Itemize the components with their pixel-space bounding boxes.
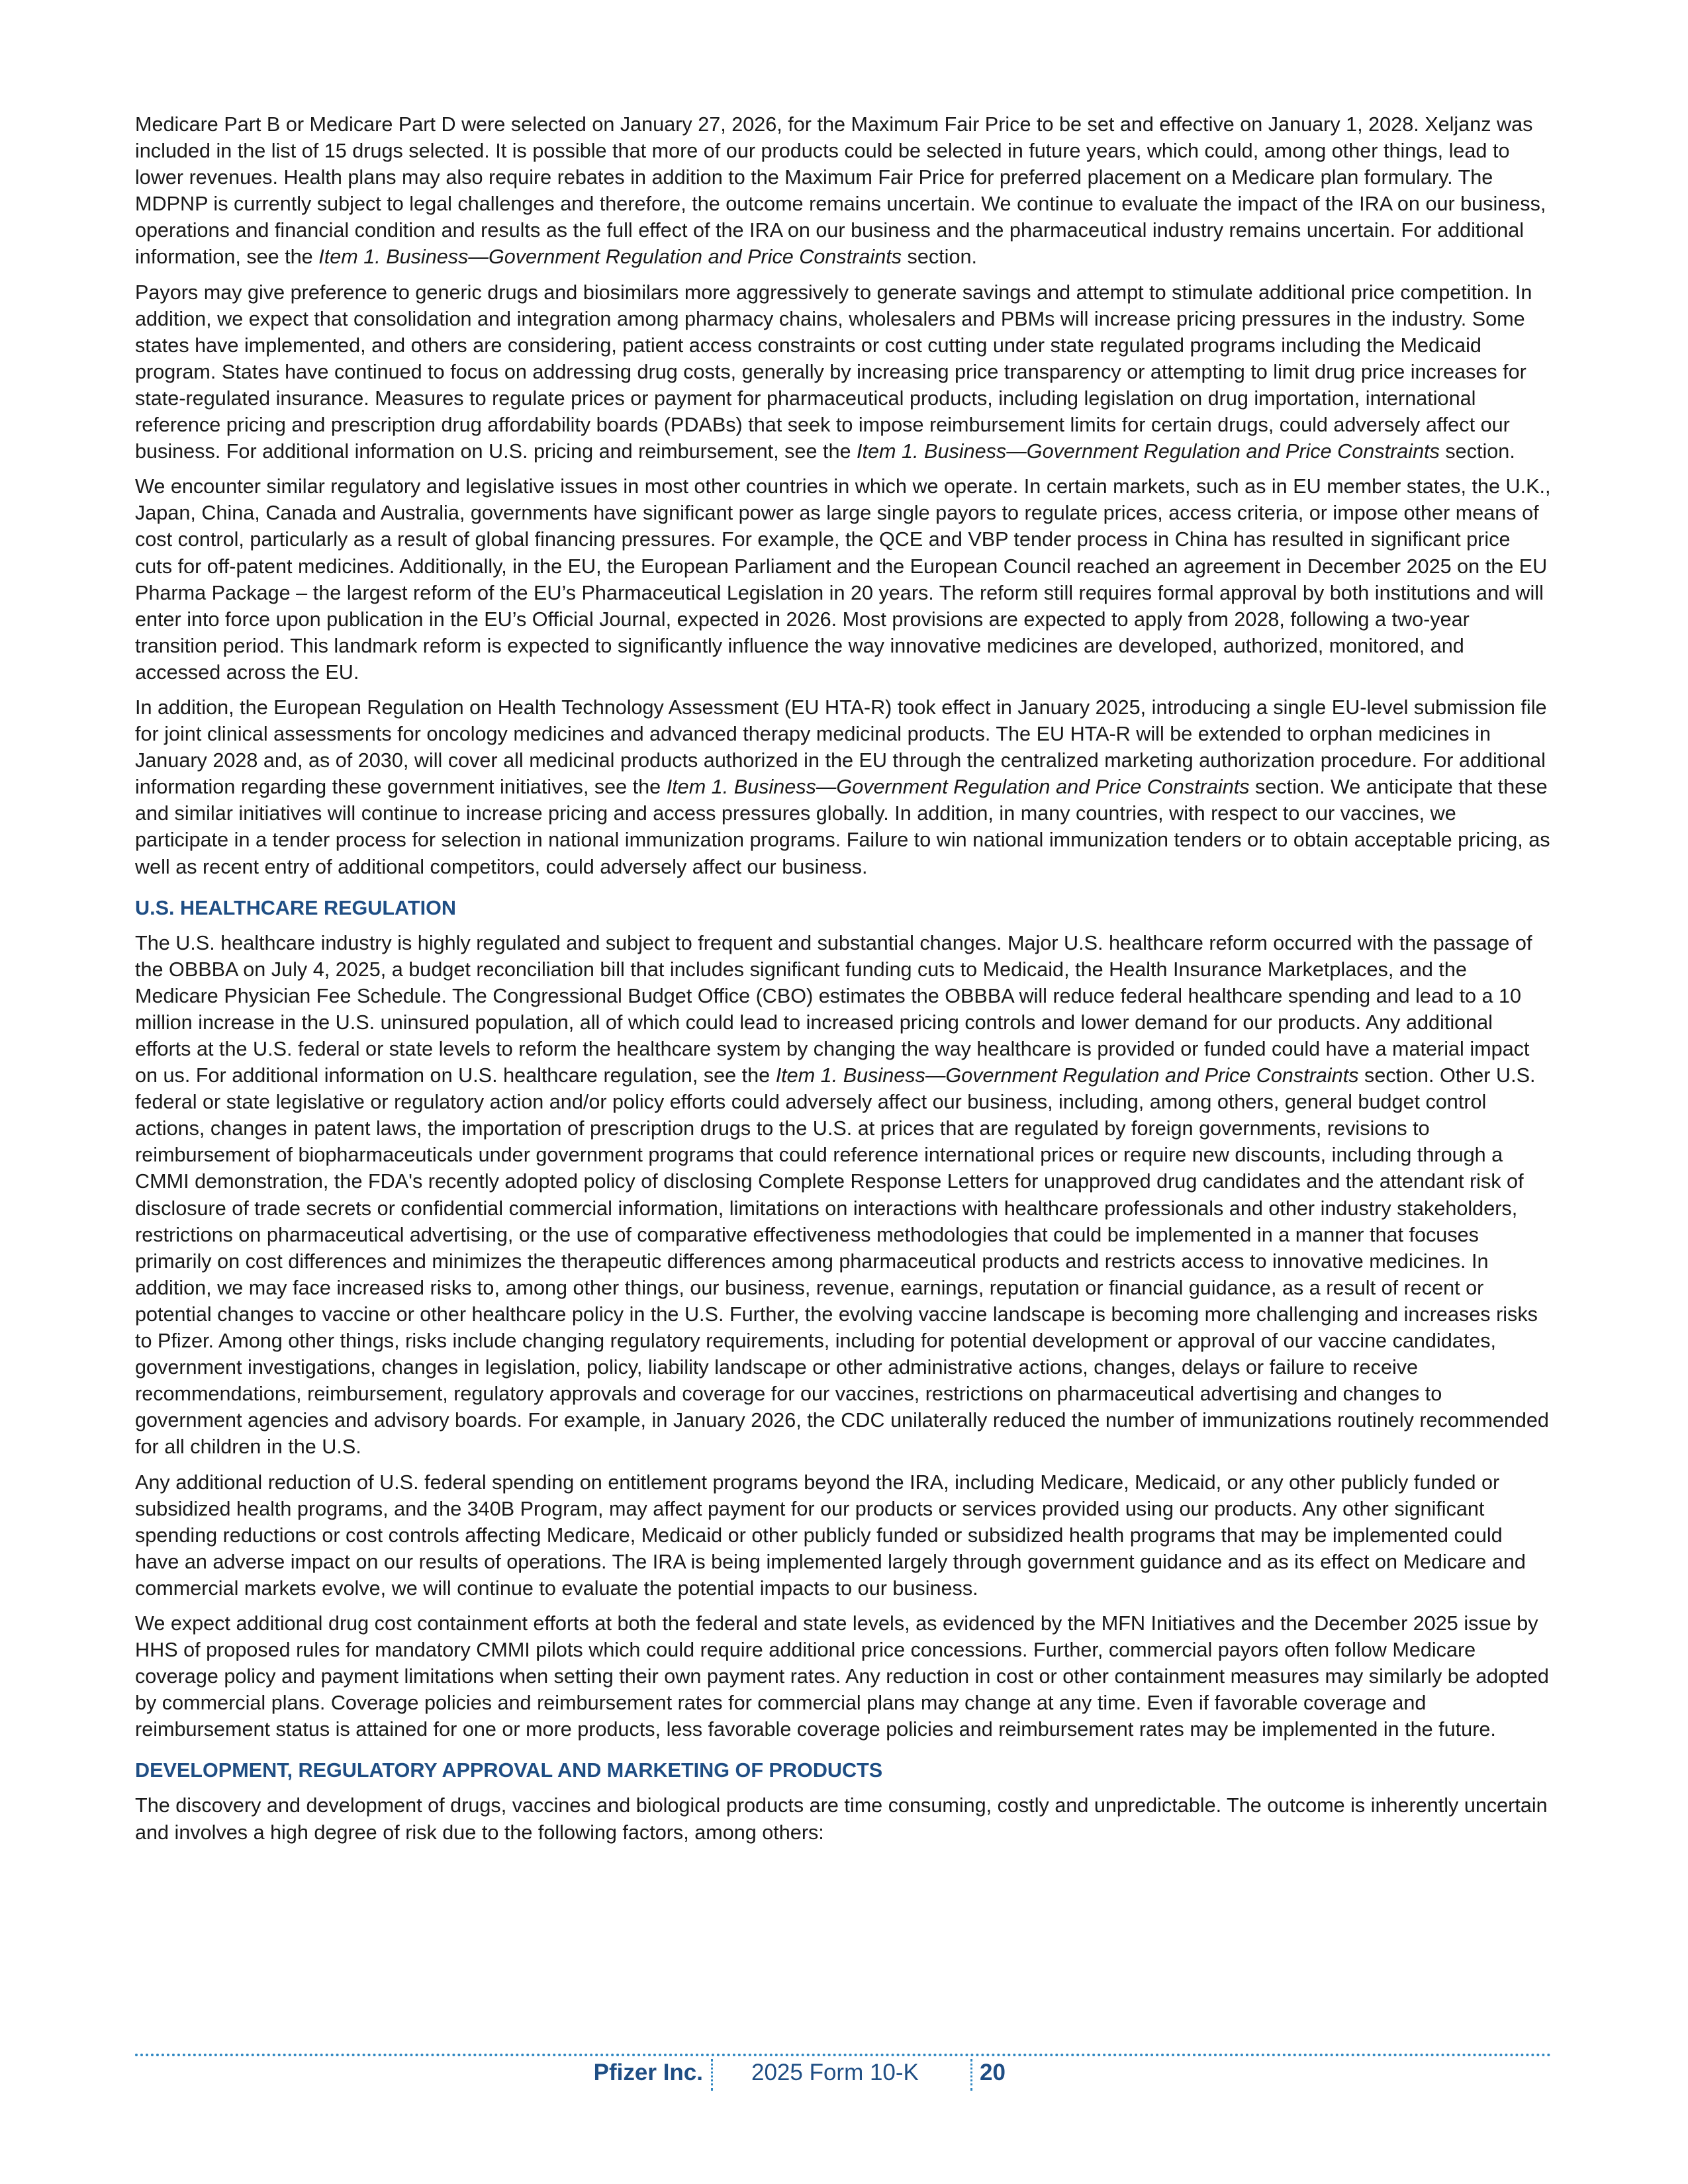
footer-separator (970, 2059, 972, 2091)
paragraph-text: Payors may give preference to generic drugs and biosimilars more aggressively to generate savings and attempt to stimulate additional price competition. In addition, we expect that consolidation and integration among pharmacy chains, wholesalers and PBMs will increase pricing pressures in the industry. Some states have implemented, and others are considering, patient access constraints or cost cutting under state regulated programs including the Medicaid program. States have continued to focus on addressing drug costs, generally by increasing price transparency or attempting to limit drug price increases for state-regulated insurance. Measures to regulate prices or payment for pharmaceutical products, including legislation on drug importation, international reference pricing and prescription drug affordability boards (PDABs) that seek to impose reimbursement limits for certain drugs, could adversely affect our business. For additional information on U.S. pricing and reimbursement, see the (135, 281, 1532, 463)
footer-form-label: 2025 Form 10-K (751, 2060, 919, 2085)
cross-reference: Item 1. Business—Government Regulation and Price Constraints (775, 1064, 1359, 1087)
paragraph-text: The U.S. healthcare industry is highly regulated and subject to frequent and substantial changes. Major U.S. healthcare reform occurred with the passage of the OBBBA on July 4, 2025, a budget reconciliation bill that includes significant funding cuts to Medicaid, the Health Insurance Marketplaces, and the Medicare Physician Fee Schedule. The Congressional Budget Office (CBO) estimates the OBBBA will reduce federal healthcare spending and lead to a 10 million increase in the U.S. uninsured population, all of which could lead to increased pricing controls and lower demand for our products. Any additional efforts at the U.S. federal or state levels to reform the healthcare system by changing the way healthcare is provided or funded could have a material impact on us. For additional information on U.S. healthcare regulation, see the (135, 931, 1532, 1087)
paragraph-us-healthcare (135, 930, 1552, 1461)
paragraph-text: In addition, the European Regulation on Health Technology Assessment (EU HTA-R) took effect in January 2025, introducing a single EU-level submission file for joint clinical assessments for oncology medicines and advanced therapy medicinal products. The EU HTA-R will be extended to orphan medicines in January 2028 and, as of 2030, will cover all medicinal products authorized in the EU through the centralized marketing authorization procedure. For additional information regarding these government initiatives, see the (135, 696, 1547, 799)
section-heading-us-healthcare: U.S. HEALTHCARE REGULATION (135, 896, 456, 919)
paragraph-eu-hta (135, 694, 1552, 880)
paragraph-text: Medicare Part B or Medicare Part D were selected on January 27, 2026, for the Maximum Fair Price to be set and effective on January 1, 2028. Xeljanz was included in the list of 15 drugs selected. It is possible that more of our products could be selected in future years, which could, among other things, lead to lower revenues. Health plans may also require rebates in addition to the Maximum Fair Price for preferred placement on a Medicare plan formulary. The MDPNP is currently subject to legal challenges and therefore, the outcome remains uncertain. We continue to evaluate the impact of the IRA on our business, operations and financial condition and results as the full effect of the IRA on our business and the pharmaceutical industry remains uncertain. For additional information, see the (135, 113, 1546, 269)
footer-company: Pfizer Inc. (593, 2060, 703, 2085)
paragraph-payors (135, 279, 1552, 465)
cross-reference: Item 1. Business—Government Regulation and Price Constraints (318, 246, 902, 269)
paragraph-text: section. (902, 246, 977, 269)
document-body (135, 111, 1552, 1854)
paragraph-cost-containment: We expect additional drug cost containment efforts at both the federal and state levels, as evidenced by the MFN Initiatives and the December 2025 issue by HHS of proposed rules for mandatory CMMI pilots which could require additional price concessions. Further, commercial payors often follow Medicare coverage policy and payment limitations when setting their own payment rates. Any reduction in cost or other containment measures may similarly be adopted by commercial plans. Coverage policies and reimbursement rates for commercial plans may change at any time. Even if favorable coverage and reimbursement status is attained for one or more products, less favorable coverage policies and reimbursement rates may be implemented in the future. (135, 1612, 1549, 1741)
paragraph-international: We encounter similar regulatory and legislative issues in most other countries in which we operate. In certain markets, such as in EU member states, the U.K., Japan, China, Canada and Australia, governments have significant power as large single payors to regulate prices, access criteria, or impose other means of cost control, particularly as a result of global financing pressures. For example, the QCE and VBP tender process in China has resulted in significant price cuts for off-patent medicines. Additionally, in the EU, the European Parliament and the European Council reached an agreement in December 2025 on the EU Pharma Package – the largest reform of the EU’s Pharmaceutical Legislation in 20 years. The reform still requires formal approval by both institutions and will enter into force upon publication in the EU’s Official Journal, expected in 2026. Most provisions are expected to apply from 2028, following a two-year transition period. This landmark reform is expected to significantly influence the way innovative medicines are developed, authorized, monitored, and accessed across the EU. (135, 475, 1551, 684)
paragraph-text: section. We anticipate that these and similar initiatives will continue to increase pricing and access pressures globally. In addition, in many countries, with respect to our vaccines, we participate in a tender process for selection in national immunization programs. Failure to win national immunization tenders or to obtain acceptable pricing, as well as recent entry of additional competitors, could adversely affect our business. (135, 776, 1550, 878)
paragraph-text: section. (1439, 440, 1515, 463)
footer-page-number: 20 (980, 2060, 1006, 2085)
paragraph-discovery: The discovery and development of drugs, vaccines and biological products are time consuming, costly and unpredictable. The outcome is inherently uncertain and involves a high degree of risk due to the following factors, among others: (135, 1794, 1548, 1844)
footer-separator (711, 2059, 713, 2091)
cross-reference: Item 1. Business—Government Regulation and Price Constraints (666, 776, 1250, 799)
cross-reference: Item 1. Business—Government Regulation and Price Constraints (857, 440, 1440, 463)
paragraph-federal-spending: Any additional reduction of U.S. federal spending on entitlement programs beyond the IRA, including Medicare, Medicaid, or any other publicly funded or subsidized health programs, and the 340B Program, may affect payment for our products or services provided using our products. Any other significant spending reductions or cost controls affecting Medicare, Medicaid or other publicly funded or subsidized health programs that may be implemented could have an adverse impact on our results of operations. The IRA is being implemented largely through government guidance and as its effect on Medicare and commercial markets evolve, we will continue to evaluate the potential impacts to our business. (135, 1471, 1526, 1600)
section-heading-development: DEVELOPMENT, REGULATORY APPROVAL AND MARKETING OF PRODUCTS (135, 1759, 883, 1782)
paragraph-ira-selection (135, 111, 1552, 271)
paragraph-text: section. Other U.S. federal or state legislative or regulatory action and/or policy efforts could adversely affect our business, including, among others, general budget control actions, changes in patent laws, the importation of prescription drugs to the U.S. at prices that are regulated by foreign governments, revisions to reimbursement of biopharmaceuticals under government programs that could reference international prices or require new discounts, including through a CMMI demonstration, the FDA's recently adopted policy of disclosing Complete Response Letters for unapproved drug candidates and the attendant risk of disclosure of trade secrets or confidential commercial information, limitations on interactions with healthcare professionals and other industry stakeholders, restrictions on pharmaceutical advertising, or the use of comparative effectiveness methodologies that could be implemented in a manner that focuses primarily on cost differences and minimizes the therapeutic differences among pharmaceutical products and restricts access to innovative medicines. In addition, we may face increased risks to, among other things, our business, revenue, earnings, reputation or financial guidance, as a result of recent or potential changes to vaccine or other healthcare policy in the U.S. Further, the evolving vaccine landscape is becoming more challenging and increases risks to Pfizer. Among other things, risks include changing regulatory requirements, including for potential development or approval of our vaccine candidates, government investigations, changes in legislation, policy, liability landscape or other administrative actions, changes, delays or failure to receive recommendations, reimbursement, regulatory approvals and coverage for our vaccines, restrictions on pharmaceutical advertising and changes to government agencies and advisory boards. For example, in January 2026, the CDC unilaterally reduced the number of immunizations routinely recommended for all children in the U.S. (135, 1064, 1549, 1459)
